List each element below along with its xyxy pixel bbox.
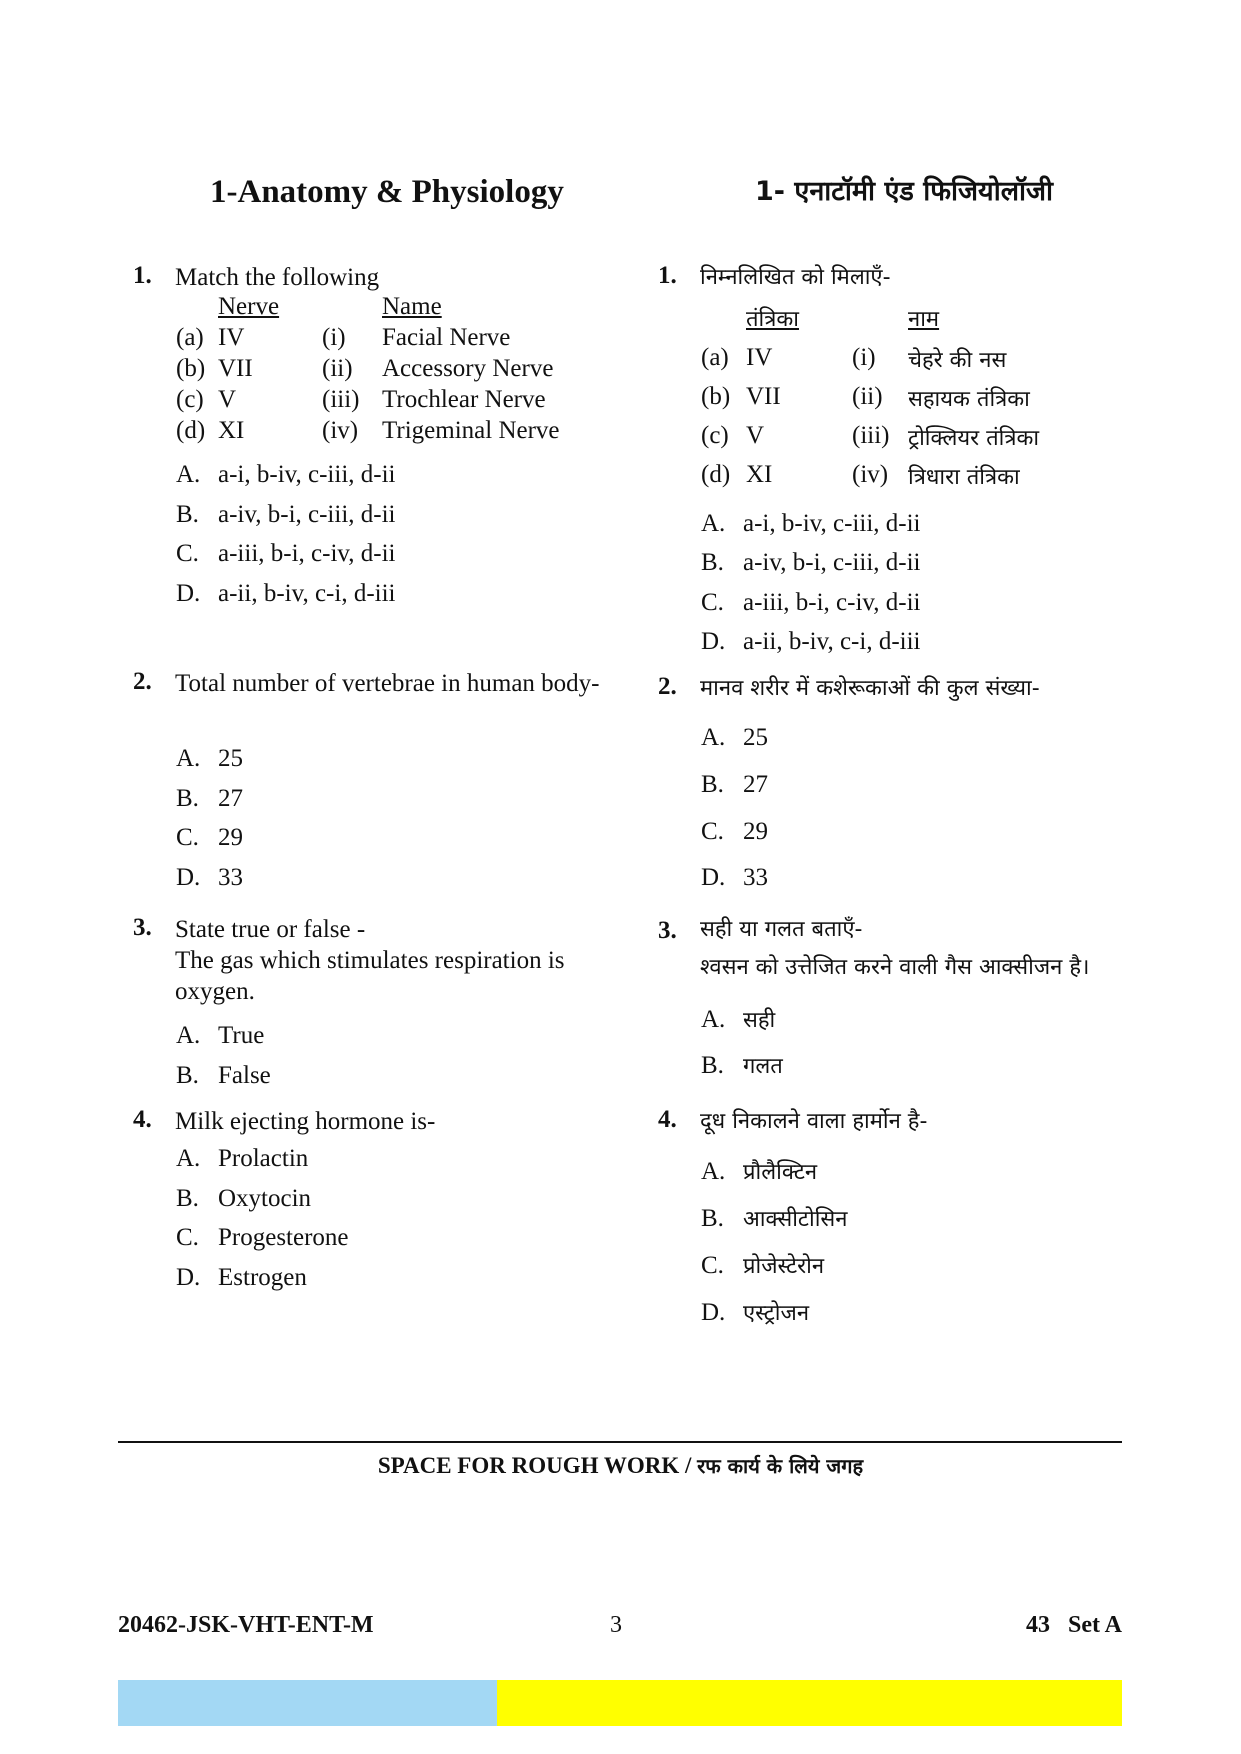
option-a[interactable]: A. True — [176, 1022, 265, 1049]
match-rkey: (iv) — [852, 461, 889, 488]
option-a[interactable]: A. a-i, b-iv, c-iii, d-ii — [701, 510, 921, 537]
option-b[interactable]: B. आक्सीटोसिन — [701, 1205, 848, 1232]
section-heading-en: 1-Anatomy & Physiology — [210, 174, 564, 210]
question-text: मानव शरीर में कशेरूकाओं की कुल संख्या- — [700, 676, 1040, 701]
match-value: XI — [746, 461, 773, 488]
question-number: 3. — [658, 917, 677, 944]
match-key: (d) — [701, 461, 731, 488]
option-d[interactable]: D. Estrogen — [176, 1264, 307, 1291]
footer-color-bar-blue — [118, 1680, 497, 1726]
option-b[interactable]: B. 27 — [176, 785, 243, 812]
question-number: 4. — [133, 1106, 152, 1133]
match-rkey: (ii) — [852, 383, 883, 410]
option-a[interactable]: A. 25 — [701, 724, 768, 751]
rough-work-divider — [118, 1441, 1122, 1443]
match-rkey: (i) — [322, 324, 346, 351]
match-rvalue: ट्रोक्लियर तंत्रिका — [908, 426, 1040, 451]
option-b[interactable]: B. False — [176, 1062, 271, 1089]
question-text: Total number of vertebrae in human body- — [175, 670, 600, 697]
option-c[interactable]: C. 29 — [701, 818, 768, 845]
page-number: 3 — [610, 1612, 622, 1638]
option-d[interactable]: D. एस्ट्रोजन — [701, 1299, 810, 1326]
question-text: State true or false - The gas which stimulates respiration is oxygen. — [175, 916, 565, 1005]
question-number: 4. — [658, 1106, 677, 1133]
match-rvalue: Trochlear Nerve — [382, 386, 546, 413]
option-d[interactable]: D. a-ii, b-iv, c-i, d-iii — [701, 628, 921, 655]
question-number: 1. — [133, 262, 152, 289]
option-a[interactable]: A. प्रौलैक्टिन — [701, 1158, 818, 1185]
match-col1-header: Nerve — [218, 293, 280, 320]
option-d[interactable]: D. 33 — [176, 864, 243, 891]
footer-color-bar-yellow — [497, 1680, 1122, 1726]
match-rvalue: सहायक तंत्रिका — [908, 387, 1030, 412]
option-d[interactable]: D. a-ii, b-iv, c-i, d-iii — [176, 580, 396, 607]
question-text: Match the following — [175, 264, 380, 291]
set-label: 43 Set A — [1026, 1612, 1122, 1638]
rough-work-label-en: SPACE FOR ROUGH WORK / — [377, 1453, 698, 1478]
match-key: (d) — [176, 417, 206, 444]
match-rvalue: त्रिधारा तंत्रिका — [908, 465, 1020, 490]
match-col1-header: तंत्रिका — [746, 307, 799, 332]
question-number: 2. — [133, 668, 152, 695]
match-key: (a) — [701, 344, 729, 371]
option-a[interactable]: A. a-i, b-iv, c-iii, d-ii — [176, 461, 396, 488]
question-number: 1. — [658, 262, 677, 289]
match-key: (c) — [701, 422, 729, 449]
match-value: V — [746, 422, 765, 449]
option-c[interactable]: C. a-iii, b-i, c-iv, d-ii — [176, 540, 396, 567]
match-col2-header: नाम — [908, 307, 940, 332]
match-value: VII — [218, 355, 253, 382]
option-c[interactable]: C. प्रोजेस्टेरोन — [701, 1252, 825, 1279]
match-value: XI — [218, 417, 245, 444]
question-number: 2. — [658, 673, 677, 700]
option-b[interactable]: B. Oxytocin — [176, 1185, 312, 1212]
match-rkey: (iv) — [322, 417, 359, 444]
option-b[interactable]: B. a-iv, b-i, c-iii, d-ii — [176, 501, 396, 528]
match-value: V — [218, 386, 237, 413]
question-text: निम्नलिखित को मिलाएँ- — [700, 265, 891, 290]
question-text: सही या गलत बताएँ- श्वसन को उत्तेजित करने वाली गैस आक्सीजन है। — [700, 917, 1090, 980]
match-rkey: (i) — [852, 344, 876, 371]
match-rkey: (iii) — [322, 386, 360, 413]
match-rvalue: Facial Nerve — [382, 324, 511, 351]
paper-code: 20462-JSK-VHT-ENT-M — [118, 1612, 374, 1638]
option-a[interactable]: A. 25 — [176, 745, 243, 772]
question-text: दूध निकालने वाला हार्मोन है- — [700, 1109, 928, 1134]
section-heading-hi: 1- एनाटॉमी एंड फिजियोलॉजी — [755, 176, 1054, 207]
match-rvalue: Accessory Nerve — [382, 355, 554, 382]
match-key: (b) — [701, 383, 731, 410]
rough-work-label-hi: रफ कार्य के लिये जगह — [697, 1454, 864, 1478]
match-value: IV — [746, 344, 773, 371]
match-key: (a) — [176, 324, 204, 351]
option-b[interactable]: B. गलत — [701, 1052, 783, 1079]
match-value: VII — [746, 383, 781, 410]
rough-work-label — [0, 1452, 1241, 1479]
match-col2-header: Name — [382, 293, 442, 320]
option-a[interactable]: A. Prolactin — [176, 1145, 309, 1172]
option-c[interactable]: C. 29 — [176, 824, 243, 851]
option-c[interactable]: C. a-iii, b-i, c-iv, d-ii — [701, 589, 921, 616]
match-rvalue: Trigeminal Nerve — [382, 417, 560, 444]
match-rkey: (ii) — [322, 355, 353, 382]
question-number: 3. — [133, 914, 152, 941]
question-text: Milk ejecting hormone is- — [175, 1108, 436, 1135]
match-rvalue: चेहरे की नस — [908, 348, 1007, 373]
match-value: IV — [218, 324, 245, 351]
option-a[interactable]: A. सही — [701, 1006, 776, 1033]
option-b[interactable]: B. a-iv, b-i, c-iii, d-ii — [701, 549, 921, 576]
option-b[interactable]: B. 27 — [701, 771, 768, 798]
match-key: (b) — [176, 355, 206, 382]
option-d[interactable]: D. 33 — [701, 864, 768, 891]
option-c[interactable]: C. Progesterone — [176, 1224, 349, 1251]
match-key: (c) — [176, 386, 204, 413]
match-rkey: (iii) — [852, 422, 890, 449]
